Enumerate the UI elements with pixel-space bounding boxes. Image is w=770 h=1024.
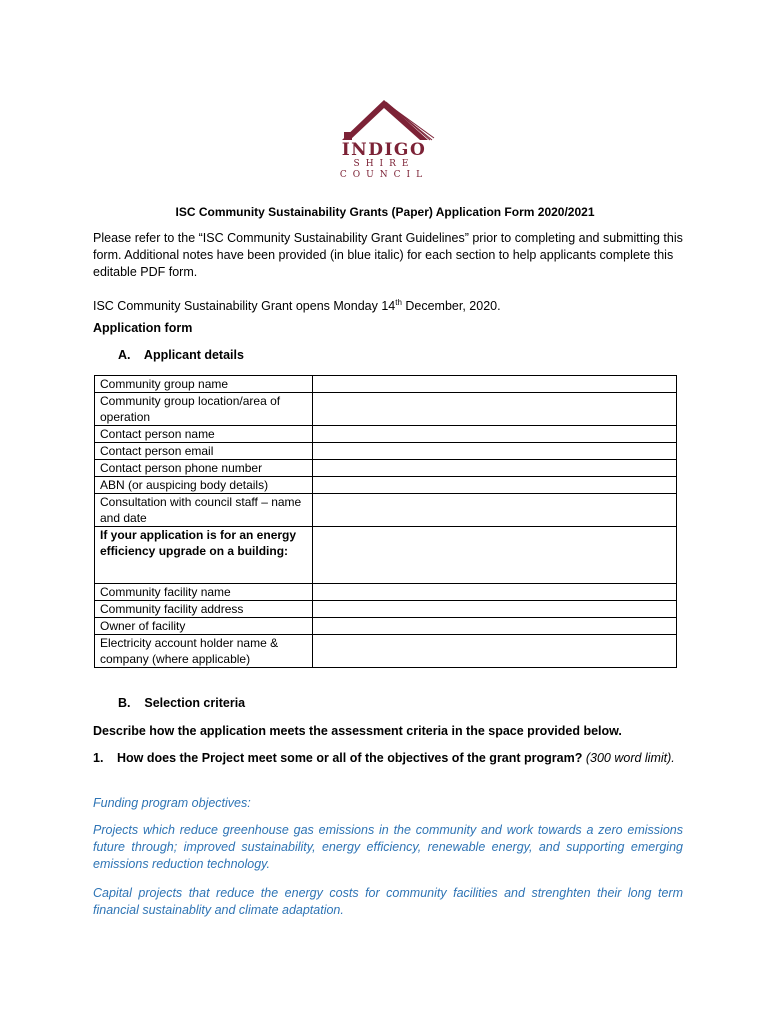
row-label: Community group name bbox=[95, 376, 313, 393]
question-1-limit: (300 word limit). bbox=[582, 751, 675, 765]
table-row bbox=[95, 376, 677, 393]
question-1-text: How does the Project meet some or all of the objectives of the grant program? bbox=[117, 751, 583, 765]
community-facility-name-field[interactable] bbox=[313, 584, 677, 601]
row-label: ABN (or auspicing body details) bbox=[95, 477, 313, 494]
row-label: Contact person phone number bbox=[95, 460, 313, 477]
criteria-instruction: Describe how the application meets the assessment criteria in the space provided below. bbox=[93, 724, 622, 738]
table-row bbox=[95, 443, 677, 460]
form-title: ISC Community Sustainability Grants (Paper) Application Form 2020/2021 bbox=[175, 205, 595, 219]
table-row bbox=[95, 460, 677, 477]
indigo-shire-council-logo bbox=[336, 96, 436, 182]
table-row bbox=[95, 584, 677, 601]
objective-2: Capital projects that reduce the energy costs for community facilities and strenghten their long term financial sustainablity and climate adaptation. bbox=[93, 886, 683, 917]
contact-person-email-field[interactable] bbox=[313, 443, 677, 460]
table-row bbox=[95, 635, 677, 668]
row-label: Contact person email bbox=[95, 443, 313, 460]
community-group-name-field[interactable] bbox=[313, 376, 677, 393]
row-label: If your application is for an energy efficiency upgrade on a building: bbox=[95, 527, 313, 584]
row-label: Community group location/area of operation bbox=[95, 393, 313, 426]
opens-paragraph bbox=[93, 294, 683, 315]
question-1-number: 1. bbox=[93, 751, 104, 765]
contact-person-phone-field[interactable] bbox=[313, 460, 677, 477]
applicant-details-table bbox=[94, 375, 677, 668]
consultation-field[interactable] bbox=[313, 494, 677, 527]
opens-text: ISC Community Sustainability Grant opens Monday 14 bbox=[93, 299, 396, 314]
row-label: Community facility address bbox=[95, 601, 313, 618]
table-row bbox=[95, 527, 677, 584]
objectives-heading: Funding program objectives: bbox=[93, 796, 251, 810]
intro-paragraph: Please refer to the “ISC Community Sustainability Grant Guidelines” prior to completing and submitting this form. Additional notes have been provided (in blue italic) for each section to help applicants complete this editable PDF form. bbox=[93, 231, 683, 279]
community-facility-address-field[interactable] bbox=[313, 601, 677, 618]
table-row bbox=[95, 618, 677, 635]
row-label: Electricity account holder name & company (where applicable) bbox=[95, 635, 313, 668]
owner-of-facility-field[interactable] bbox=[313, 618, 677, 635]
question-1 bbox=[93, 750, 683, 767]
table-row bbox=[95, 426, 677, 443]
opens-text-end: December, 2020. bbox=[401, 299, 501, 314]
abn-field[interactable] bbox=[313, 477, 677, 494]
question-1-body bbox=[117, 750, 683, 767]
application-form-heading: Application form bbox=[93, 321, 193, 335]
roof-icon bbox=[336, 96, 436, 144]
community-group-location-field[interactable] bbox=[313, 393, 677, 426]
contact-person-name-field[interactable] bbox=[313, 426, 677, 443]
objective-1: Projects which reduce greenhouse gas emissions in the community and work towards a zero emissions future through; improved sustainability, energy efficiency, renewable energy, and supporting emerging emissions reduction technology. bbox=[93, 823, 683, 871]
electricity-account-holder-field[interactable] bbox=[313, 635, 677, 668]
section-a-heading: A. Applicant details bbox=[118, 348, 244, 362]
section-b-heading: B. Selection criteria bbox=[118, 696, 246, 710]
row-label: Community facility name bbox=[95, 584, 313, 601]
row-label: Contact person name bbox=[95, 426, 313, 443]
row-label: Consultation with council staff – name and date bbox=[95, 494, 313, 527]
energy-efficiency-field[interactable] bbox=[313, 527, 677, 584]
opens-superscript: th bbox=[395, 298, 402, 307]
table-row bbox=[95, 393, 677, 426]
logo-line-1: INDIGO bbox=[341, 140, 427, 160]
logo-line-2: SHIRE bbox=[353, 159, 415, 169]
table-row bbox=[95, 477, 677, 494]
table-row bbox=[95, 601, 677, 618]
logo-line-3: COUNCIL bbox=[339, 170, 429, 180]
table-row bbox=[95, 494, 677, 527]
row-label: Owner of facility bbox=[95, 618, 313, 635]
